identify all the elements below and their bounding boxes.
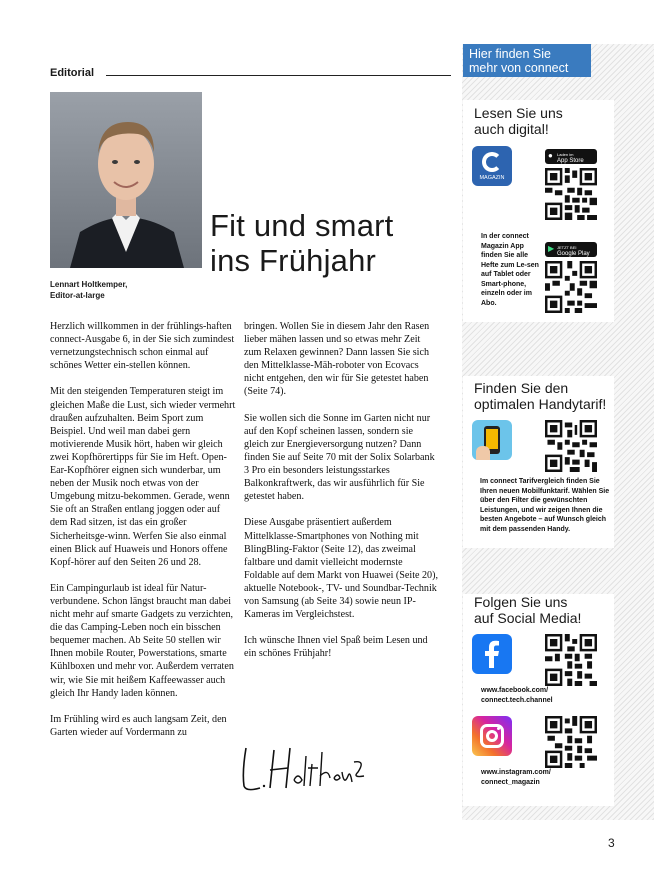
page-number: 3 — [608, 836, 615, 850]
digital-description: In der connect Magazin App finden Sie alle Hefte zum Le-sen auf Tablet oder Smart-phone, einzeln oder im Abo. — [481, 233, 539, 307]
header-rule — [106, 75, 451, 76]
digital-title — [474, 105, 563, 137]
tarif-app-icon[interactable] — [472, 420, 512, 460]
digital-title-line-1: Lesen Sie uns — [474, 105, 563, 121]
social-title — [474, 594, 581, 626]
digital-box — [463, 100, 614, 322]
qr-code-instagram-icon[interactable] — [545, 716, 597, 768]
section-label: Editorial — [50, 67, 95, 79]
title-line-1: Fit und smart — [210, 208, 394, 243]
instagram-link[interactable] — [481, 768, 611, 787]
google-play-badge[interactable] — [545, 242, 597, 257]
apple-icon: ● — [548, 151, 553, 160]
paragraph: Mit den steigenden Temperaturen steigt im gleichen Maße die Lust, sich wieder vermehrt draußen aufzuhalten. Beim Sport zum Beispiel. Und weil man dabei gern motivierende Musik hört, haben wir gleich zwei Kopfhörertipps für Sie im Heft. Open-Ear-Kopfhörer eignen sich wunderbar, um neben der Musik noch etwas von der Umgebung mitzu-bekommen. Gerade, wenn Sie oft an Straßen entlang joggen oder auf dem Rad sitzen, ist das ein großer Sicherheitsge-winn. Werfen Sie also einmal einen Blick auf Huaweis und Honors offene Kopf-hörer auf den Seiten 26 und 28. — [50, 386, 236, 568]
qr-code-google-play-icon[interactable] — [545, 261, 597, 313]
paragraph: Ein Campingurlaub ist ideal für Natur-verbundene. Schon längst braucht man dabei nicht mehr auf smarte Gadgets zu verzichten, die das Camping-Leben noch ein bisschen bequemer machen. Ab Seite 50 stellen wir Ihnen mobile Router, Powerstations, smarte Kühlboxen und mehr vor. Außerdem verraten wir, wie Sie mit heißem Kaffeewasser auch gleich Ihr Handy laden können. — [50, 582, 234, 699]
connect-logo-icon — [482, 152, 502, 172]
title-line-2: ins Frühjahr — [210, 243, 377, 278]
app-store-badge[interactable] — [545, 149, 597, 164]
appstore-small: Laden im — [557, 152, 574, 157]
app-label: MAGAZIN — [479, 175, 505, 181]
tarif-title — [474, 380, 606, 412]
author-name: Lennart Holtkemper, — [50, 280, 128, 289]
tarif-description: Im connect Tarifvergleich finden Sie Ihren neuen Mobilfunktarif. Wählen Sie über den Filter die gewünschten Leistungen, und wir zeigen Ihnen die besten Angebote – auf Wunsch gleich mit dem passenden Handy. — [480, 478, 610, 533]
tarif-title-line-2: optimalen Handytarif! — [474, 396, 607, 412]
social-box — [463, 594, 614, 806]
tarif-box — [463, 376, 614, 548]
facebook-link-line-1: www.facebook.com/ — [481, 687, 549, 694]
body-column-1 — [50, 320, 236, 752]
qr-code-app-store-icon[interactable] — [545, 168, 597, 220]
signature — [240, 742, 370, 794]
instagram-link-line-1: www.instagram.com/ — [481, 769, 551, 776]
sidebar-header-line-1: Hier finden Sie — [469, 47, 551, 61]
sidebar-header — [463, 44, 591, 77]
social-title-line-1: Folgen Sie uns — [474, 594, 568, 610]
body-column-2 — [244, 320, 440, 674]
paragraph: Im Frühling wird es auch langsam Zeit, den Garten wieder auf Vordermann zu — [50, 713, 227, 738]
tarif-title-line-1: Finden Sie den — [474, 380, 569, 396]
qr-code-tarif-icon[interactable] — [545, 420, 597, 472]
googleplay-small: JETZT BEI — [557, 245, 577, 250]
paragraph: Herzlich willkommen in der frühlings-haften connect-Ausgabe 6, in der Sie sich zumindest vernetzungstechnisch schon einmal auf schönes Wetter ein-stellen können. — [50, 321, 235, 372]
digital-title-line-2: auch digital! — [474, 121, 549, 137]
portrait-illustration — [50, 92, 202, 268]
paragraph: Sie wollen sich die Sonne im Garten nicht nur auf den Kopf scheinen lassen, sondern sie gleich zur Energieversorgung nutzen? Dann finden Sie auf Seite 70 mit der Solix Solarbank 3 Pro ein besonders leistungsstarkes Balkonkraftwerk, das wir ausführlich für Sie getestet haben. — [244, 412, 435, 503]
appstore-big: App Store — [557, 158, 584, 164]
sidebar-header-line-2: mehr von connect — [469, 61, 569, 75]
facebook-link-line-2: connect.tech.channel — [481, 696, 553, 704]
author-role: Editor-at-large — [50, 291, 105, 300]
qr-code-facebook-icon[interactable] — [545, 634, 597, 686]
author-photo — [50, 92, 202, 268]
instagram-link-line-2: connect_magazin — [481, 778, 540, 786]
hand-icon — [476, 446, 490, 460]
paragraph: Ich wünsche Ihnen viel Spaß beim Lesen und ein schönes Frühjahr! — [244, 635, 428, 660]
play-icon: ▶ — [548, 244, 555, 253]
facebook-link[interactable] — [481, 686, 611, 705]
connect-app-icon[interactable] — [472, 146, 512, 186]
paragraph: bringen. Wollen Sie in diesem Jahr den Rasen lieber mähen lassen und so etwas mehr Zeit zum Relaxen gewinnen? Dann lassen Sie sich den Mittelklasse-Mäh-roboter von Ecovacs nicht entgehen, den wir für Sie getestet haben (Seite 74). — [244, 321, 430, 398]
article-title — [210, 208, 393, 278]
instagram-icon[interactable] — [472, 716, 512, 756]
author-caption — [50, 279, 127, 301]
googleplay-big: Google Play — [557, 251, 590, 257]
social-title-line-2: auf Social Media! — [474, 610, 582, 626]
paragraph: Diese Ausgabe präsentiert außerdem Mittelklasse-Smartphones von Nothing mit BlingBling-Faktor (Seite 12), das zweimal faltbare und damit vielleicht modernste Foldable auf dem Markt von Huawei (Seite 20), aktuelle Notebook-, TV- und Soundbar-Technik von Samsung (ab Seite 34) sowie neun IP-Kameras im Vergleichstest. — [244, 517, 438, 621]
facebook-icon[interactable] — [472, 634, 512, 674]
